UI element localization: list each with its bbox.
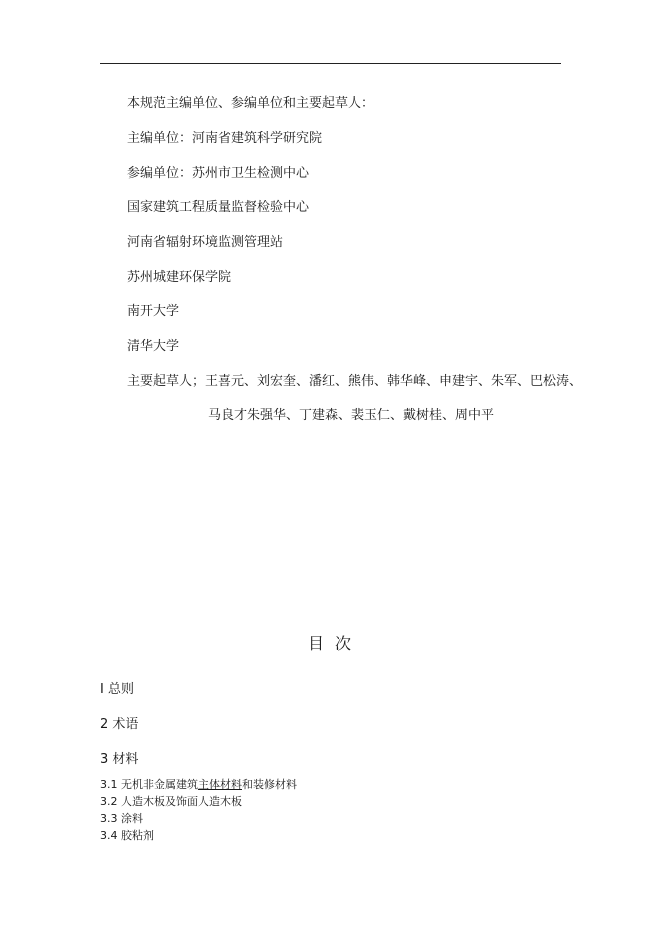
- participating-unit-5: 南开大学: [127, 304, 180, 319]
- toc-section-3-3[interactable]: 3.3 涂料: [100, 812, 143, 825]
- toc-section-3-1-underlined: 主体材料: [198, 778, 242, 791]
- participating-unit-6: 清华大学: [127, 339, 180, 354]
- toc-chapter-2[interactable]: 2 术语: [100, 717, 139, 732]
- toc-section-3-4[interactable]: 3.4 胶粘剂: [100, 829, 154, 842]
- toc-chapter-3[interactable]: 3 材料: [100, 752, 139, 767]
- drafters-line-2: 马良才朱强华、丁建森、裴玉仁、戴树桂、周中平: [208, 408, 495, 423]
- toc-section-3-2[interactable]: 3.2 人造木板及饰面人造木板: [100, 795, 242, 808]
- participating-unit-1: 参编单位：苏州市卫生检测中心: [127, 166, 310, 181]
- participating-unit-4: 苏州城建环保学院: [127, 270, 232, 285]
- participating-unit-3: 河南省辐射环境监测管理站: [127, 235, 284, 250]
- intro-text: 本规范主编单位、参编单位和主要起草人：: [127, 96, 375, 111]
- toc-title: 目 次: [307, 634, 355, 653]
- toc-section-3-1-prefix: 3.1 无机非金属建筑: [100, 778, 198, 791]
- toc-section-3-1[interactable]: [100, 778, 297, 792]
- chief-unit-text: 主编单位：河南省建筑科学研究院: [127, 131, 323, 146]
- drafters-line-1: 主要起草人；王喜元、刘宏奎、潘红、熊伟、韩华峰、申建宇、朱军、巴松涛、: [127, 374, 583, 389]
- participating-unit-2: 国家建筑工程质量监督检验中心: [127, 200, 310, 215]
- toc-section-3-1-suffix: 和装修材料: [242, 778, 297, 791]
- header-rule: [100, 63, 561, 64]
- toc-chapter-1[interactable]: I 总则: [100, 682, 134, 697]
